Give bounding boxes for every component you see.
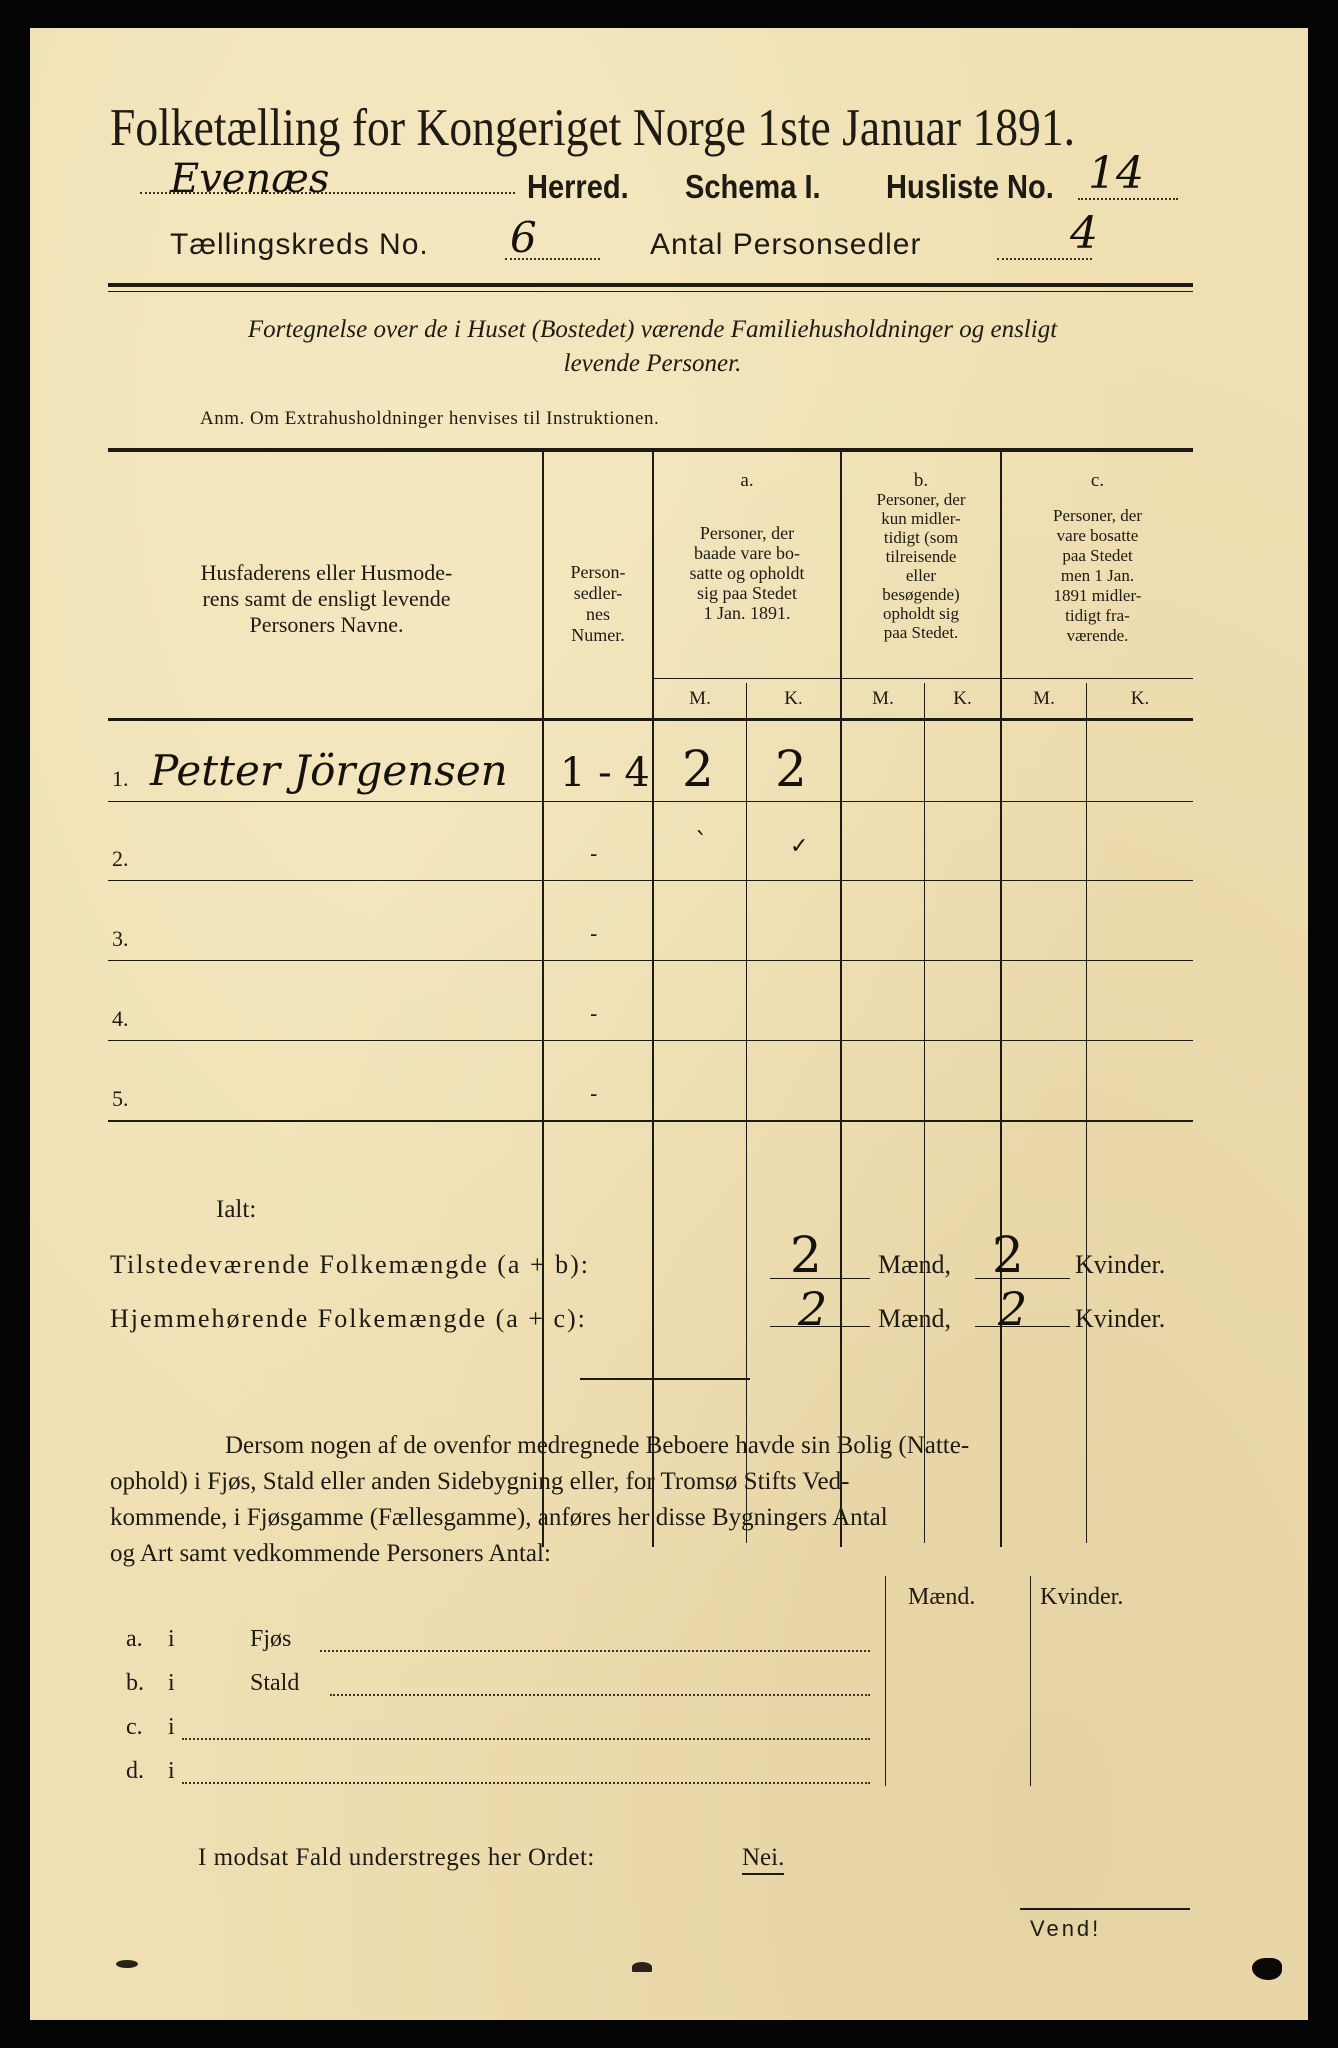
schema-label: Schema I. [685,168,821,205]
footer-text: I modsat Fald understreges her Ordet: [198,1844,595,1871]
building-letter: d. [126,1758,144,1784]
col-a-letter: a. [740,470,754,491]
row-num: - [590,842,598,867]
hjemme-label: Hjemmehørende Folkemængde (a + c): [110,1304,587,1333]
row-rule-1 [108,801,1193,802]
antal-value: 4 [1070,208,1098,259]
table-head-rule [108,718,1193,721]
row-rule-4 [108,1040,1193,1041]
footer-nei-word: Nei. [742,1844,784,1875]
ink-blot [116,1960,138,1968]
anm-note: Anm. Om Extrahusholdninger henvises til Instruktionen. [200,408,660,429]
intro-line2: levende Personer. [563,350,742,377]
building-letter: b. [126,1670,144,1696]
b-mk-divider [924,683,925,1543]
form-title: Folketælling for Kongeriget Norge 1ste Januar 1891. [110,99,1076,157]
row-a-m: ˋ [695,828,708,858]
building-i: i [168,1758,175,1784]
table-top-rule [108,448,1193,452]
header-rule-thin [108,291,1193,292]
row-a-k: ✓ [790,834,809,859]
buildings-kvinder-header: Kvinder. [1040,1584,1124,1610]
tilstede-maend-label: Mænd, [878,1250,951,1279]
antal-label: Antal Personsedler [650,228,922,261]
buildings-vline-1 [885,1576,886,1786]
col-num-header: Person- sedler- nes Numer. [570,562,626,645]
building-letter: c. [126,1714,143,1740]
row-num: - [590,1082,598,1107]
census-form [30,28,1308,2020]
b-m-header: M. [872,688,894,709]
ink-blot [632,1962,652,1972]
building-i: i [168,1626,175,1652]
building-label: Stald [250,1670,300,1696]
building-letter: a. [126,1626,143,1652]
husliste-value: 14 [1088,148,1144,199]
c-m-header: M. [1033,688,1055,709]
row-rule-3 [108,960,1193,961]
mk-subhead-rule [652,678,1193,679]
herred-value: Evenæs [170,156,330,202]
building-i: i [168,1670,175,1696]
section-divider [580,1378,750,1380]
building-i: i [168,1714,175,1740]
buildings-vline-2 [1030,1576,1031,1786]
intro-line1: Fortegnelse over de i Huset (Bostedet) værende Familiehusholdninger og ensligt [247,316,1058,343]
col-b-header: Personer, der kun midler- tidigt (som tilreisende eller besøgende) opholdt sig paa Stedet. [876,490,966,642]
row-rule-5 [108,1120,1193,1122]
row-number: 2. [112,846,129,871]
col-name-header: Husfaderens eller Husmode- rens samt de ensligt levende Personers Navne. [200,560,453,637]
buildings-maend-header: Mænd. [908,1584,976,1610]
row-number: 4. [112,1006,129,1031]
tilstede-kvinder-value: 2 [992,1226,1024,1284]
b-k-header: K. [953,688,972,709]
hjemme-maend-value: 2 [798,1282,828,1336]
c-k-header: K. [1130,688,1150,709]
col-b-letter: b. [913,470,929,491]
kreds-value: 6 [510,213,537,262]
building-dotline [182,1782,870,1784]
ialt-label: Ialt: [216,1196,257,1223]
row-num: - [590,1002,598,1027]
ink-blot [1252,1958,1282,1980]
herred-label: Herred. [527,168,629,205]
row-number: 5. [112,1086,129,1111]
row-name: Petter Jörgensen [150,746,508,795]
building-dotline [320,1650,870,1652]
row-a-k: 2 [775,740,807,798]
hjemme-kvinder-label: Kvinder. [1075,1304,1166,1333]
buildings-paragraph: Dersom nogen af de ovenfor medregnede Beboere havde sin Bolig (Natte- ophold) i Fjøs, Stald eller anden Sidebygning eller, for Tromsø Stifts Ved- kommende, i Fjøsgamme (Fællesgamme), anføres her disse Bygningers Antal og Art samt vedkommende Personers Antal: [110,1432,970,1567]
row-a-m: 2 [682,740,714,798]
a-mk-divider [746,683,747,1543]
tilstede-kvinder-label: Kvinder. [1075,1250,1166,1279]
building-label: Fjøs [250,1626,292,1652]
a-m-header: M. [689,688,711,709]
building-dotline [330,1694,870,1696]
c-mk-divider [1086,683,1087,1543]
col-a-header: Personer, der baade vare bo- satte og opholdt sig paa Stedet 1 Jan. 1891. [689,523,805,623]
kreds-label: Tællingskreds No. [170,228,429,261]
tilstede-maend-value: 2 [790,1226,822,1284]
col-c-letter: c. [1090,470,1105,491]
hjemme-kvinder-value: 2 [998,1282,1028,1336]
husliste-label: Husliste No. [886,168,1054,205]
vend-rule [1020,1908,1190,1910]
vend-text: Vend! [1030,1916,1102,1941]
building-dotline [182,1738,870,1740]
row-num: 1 - 4 [560,750,650,796]
row-num: - [590,922,598,947]
header-rule-thick [108,283,1193,287]
a-k-header: K. [784,688,803,709]
tilstede-label: Tilstedeværende Folkemængde (a + b): [110,1250,590,1279]
row-number: 3. [112,926,129,951]
row-number: 1. [112,766,129,791]
hjemme-maend-label: Mænd, [878,1304,951,1333]
col-c-header: Personer, der vare bosatte paa Stedet men 1 Jan. 1891 midler- tidigt fra- værende. [1052,506,1142,645]
row-rule-2 [108,880,1193,881]
